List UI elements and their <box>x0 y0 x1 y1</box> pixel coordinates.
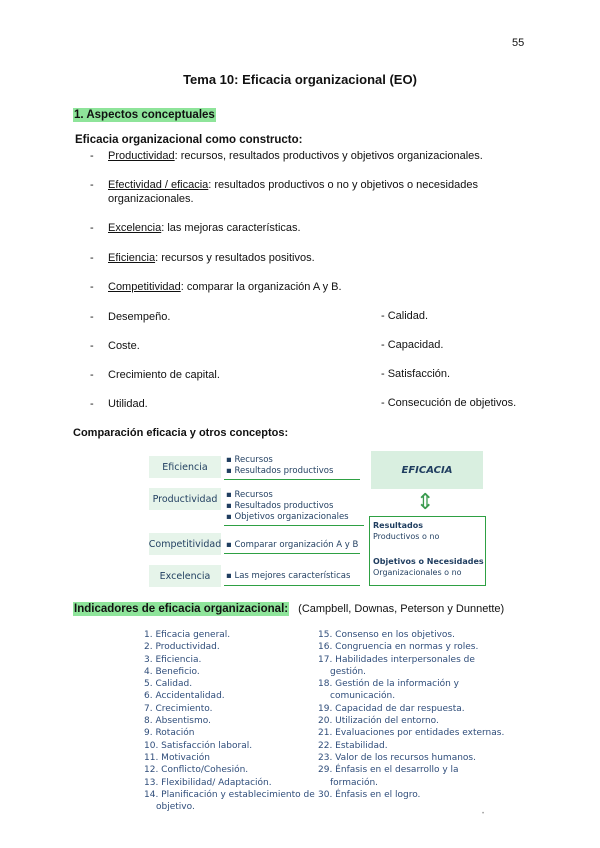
diagram-line: ▪ Objetivos organizacionales <box>226 512 349 522</box>
diagram-label-eficiencia: Eficiencia <box>149 456 221 478</box>
list-item-text: Desempeño. <box>108 311 171 323</box>
diagram-line: ▪ Resultados productivos <box>226 466 334 476</box>
list-item: 10. Satisfacción laboral. <box>144 740 253 751</box>
resultados-box <box>369 516 486 586</box>
list-item: 17. Habilidades interpersonales de <box>318 654 475 665</box>
list-item: 1. Eficacia general. <box>144 630 231 640</box>
indicators-heading: Indicadores de eficacia organizacional: <box>74 603 289 615</box>
indicators-list-right <box>318 629 504 801</box>
list-item: 15. Consenso en los objetivos. <box>318 630 455 640</box>
list-item: 8. Absentismo. <box>144 716 211 727</box>
definition-text: : recursos y resultados positivos. <box>155 252 315 264</box>
definition-text-cont: organizacionales. <box>108 193 194 205</box>
bullet-dash: - <box>90 369 94 381</box>
definition-term: Excelencia <box>108 222 162 234</box>
objetivos-title: Objetivos o Necesidades <box>373 557 484 566</box>
list-item: formación. <box>330 777 379 788</box>
list-item: 20. Utilización del entorno. <box>318 716 439 727</box>
resultados-text: Productivos o no <box>373 532 440 541</box>
list-item: comunicación. <box>330 691 396 702</box>
indicators-heading-line <box>73 603 504 615</box>
definition-text: : las mejoras características. <box>161 222 301 234</box>
list-item: 21. Evaluaciones por entidades externas. <box>318 728 505 739</box>
list-item: objetivo. <box>156 802 195 813</box>
list-item: 22. Estabilidad. <box>318 740 388 751</box>
indicators-authors: (Campbell, Downas, Peterson y Dunnette) <box>298 603 505 615</box>
list-item-text: Crecimiento de capital. <box>108 369 220 381</box>
bullet-dash: - <box>90 222 94 234</box>
bullet-dash: - <box>90 252 94 264</box>
bullet-dash: - <box>90 398 94 410</box>
page-title: Tema 10: Eficacia organizacional (EO) <box>183 72 417 87</box>
diagram-text-competitividad <box>226 540 358 551</box>
diagram-label-excelencia: Excelencia <box>149 565 221 587</box>
double-arrow-icon: ⇕ <box>416 489 435 514</box>
diagram-line: ▪ Recursos <box>226 490 273 500</box>
list-item: 4. Beneficio. <box>144 666 200 677</box>
section-heading <box>73 105 216 123</box>
list-item: 29. Énfasis en el desarrollo y la <box>318 765 459 776</box>
list-item: 18. Gestión de la información y <box>318 679 460 690</box>
list-item-text: Coste. <box>108 340 140 352</box>
list-item-right: - Consecución de objetivos. <box>381 397 517 409</box>
definition-term: Efectividad / eficacia <box>108 179 209 191</box>
diagram-line: ▪ Comparar organización A y B <box>226 540 359 550</box>
diagram-line: ▪ Resultados productivos <box>226 501 334 511</box>
list-item: 13. Flexibilidad/ Adaptación. <box>144 777 272 788</box>
diagram-line: ▪ Las mejores características <box>226 571 351 581</box>
list-item: 11. Motivación <box>144 752 210 763</box>
indicators-list-left <box>144 629 315 813</box>
list-item: 12. Conflicto/Cohesión. <box>144 765 249 776</box>
list-item: 3. Eficiencia. <box>144 654 202 665</box>
list-item: 2. Productividad. <box>144 642 220 653</box>
list-item: 23. Valor de los recursos humanos. <box>318 752 476 763</box>
definition-term: Productividad <box>108 150 175 162</box>
diagram-rule <box>224 585 360 586</box>
diagram-text-eficiencia <box>226 455 333 477</box>
list-item: gestión. <box>330 666 367 677</box>
bullet-dash: - <box>90 340 94 352</box>
construct-heading: Eficacia organizacional como constructo: <box>75 134 303 146</box>
definition-term: Competitividad <box>108 281 181 293</box>
resultados-title: Resultados <box>373 521 423 530</box>
diagram-text-excelencia <box>226 571 350 582</box>
diagram-line: ▪ Recursos <box>226 455 273 465</box>
bullet-dash: - <box>90 281 94 293</box>
eficacia-box: EFICACIA <box>371 451 483 489</box>
definition-text: : recursos, resultados productivos y objetivos organizacionales. <box>174 150 483 162</box>
page-number: 55 <box>512 37 525 49</box>
list-item-text: Utilidad. <box>108 398 148 410</box>
diagram-rule <box>224 553 360 554</box>
footer-dot: • <box>482 811 485 817</box>
list-item: 6. Accidentalidad. <box>144 691 225 702</box>
section-title: 1. Aspectos conceptuales <box>74 109 215 121</box>
diagram-label-productividad: Productividad <box>149 488 221 510</box>
comparison-heading: Comparación eficacia y otros conceptos: <box>73 427 289 439</box>
list-item: 7. Crecimiento. <box>144 703 213 714</box>
definition-text: : comparar la organización A y B. <box>180 281 342 293</box>
list-item-right: - Capacidad. <box>381 339 444 351</box>
definition-text: : resultados productivos o no y objetivos o necesidades <box>208 179 478 191</box>
diagram-rule <box>224 525 364 526</box>
list-item: 14. Planificación y establecimiento de <box>144 789 315 800</box>
diagram-rule <box>224 479 360 480</box>
diagram-label-competitividad: Competitividad <box>149 533 221 555</box>
diagram-text-productividad <box>226 490 349 523</box>
definition-term: Eficiencia <box>108 252 156 264</box>
list-item-right: - Calidad. <box>381 310 429 322</box>
bullet-dash: - <box>90 150 94 162</box>
list-item: 19. Capacidad de dar respuesta. <box>318 703 465 714</box>
bullet-dash: - <box>90 179 94 191</box>
list-item: 30. Énfasis en el logro. <box>318 789 421 800</box>
list-item-right: - Satisfacción. <box>381 368 451 380</box>
list-item: 5. Calidad. <box>144 679 193 690</box>
bullet-dash: - <box>90 311 94 323</box>
list-item: 9. Rotación <box>144 728 195 739</box>
list-item: 16. Congruencia en normas y roles. <box>318 642 479 653</box>
objetivos-text: Organizacionales o no <box>373 568 462 577</box>
